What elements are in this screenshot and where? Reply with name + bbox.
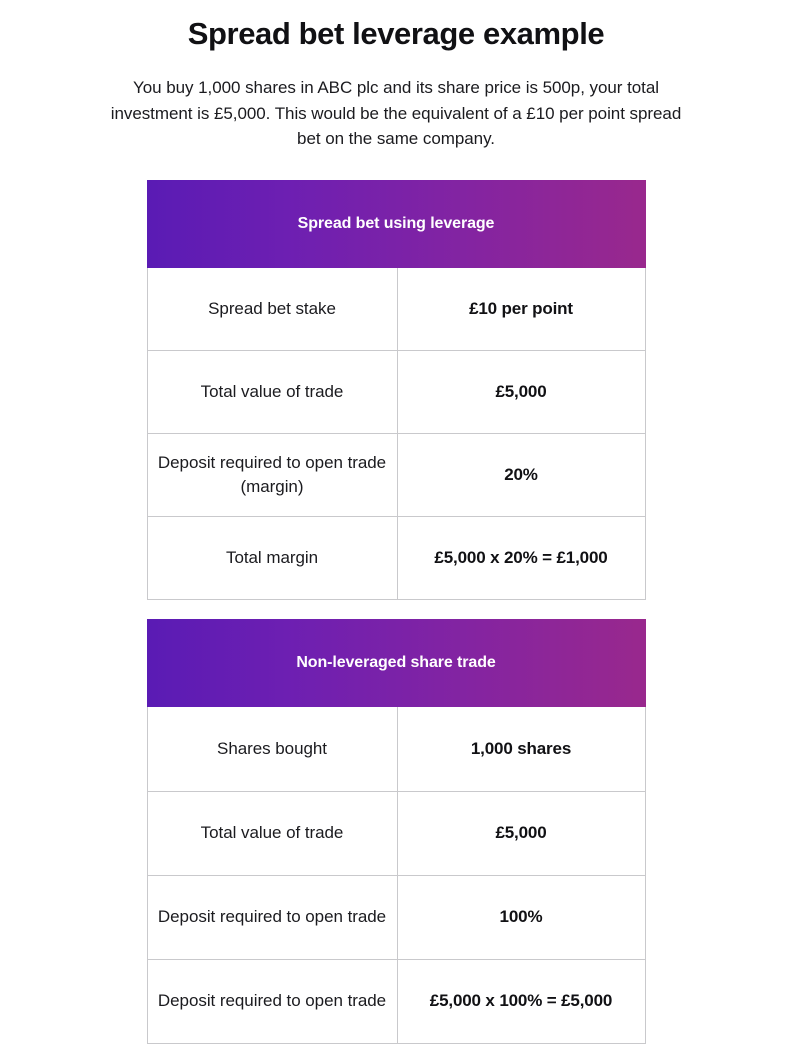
row-value: 20% [397, 434, 645, 517]
leverage-comparison-table-1 [147, 180, 646, 601]
table-row [147, 875, 645, 959]
table-row [147, 434, 645, 517]
row-value: £5,000 x 100% = £5,000 [397, 959, 645, 1043]
table-row [147, 791, 645, 875]
table-row [147, 268, 645, 351]
row-label: Deposit required to open trade (margin) [147, 434, 397, 517]
table-row [147, 517, 645, 600]
row-label: Total value of trade [147, 351, 397, 434]
row-value: 100% [397, 875, 645, 959]
row-label: Shares bought [147, 707, 397, 791]
page-title: Spread bet leverage example [187, 16, 605, 51]
row-value: 1,000 shares [470, 738, 572, 758]
row-label: Spread bet stake [147, 268, 397, 351]
table-row [147, 707, 645, 791]
row-label: Deposit required to open trade [147, 959, 397, 1043]
row-label: Total value of trade [147, 791, 397, 875]
row-label: Total margin [147, 517, 397, 600]
table-row [147, 351, 645, 434]
row-value: £5,000 x 20% = £1,000 [397, 517, 645, 600]
row-value: £5,000 [397, 351, 645, 434]
intro-paragraph: You buy 1,000 shares in ABC plc and its share price is 500p, your total investment is £5,000. This would be the equivalent of a £10 per point spread bet on the same company. [110, 78, 682, 148]
table-1-header: Spread bet using leverage [147, 180, 646, 268]
row-value: £5,000 [397, 791, 645, 875]
table-row [147, 959, 645, 1043]
leverage-comparison-table-2 [147, 619, 646, 1044]
table-2-body [147, 707, 646, 1044]
row-value: £10 per point [469, 298, 573, 318]
table-2-header: Non-leveraged share trade [147, 619, 646, 707]
row-label: Deposit required to open trade [147, 875, 397, 959]
table-1-body [147, 268, 646, 601]
